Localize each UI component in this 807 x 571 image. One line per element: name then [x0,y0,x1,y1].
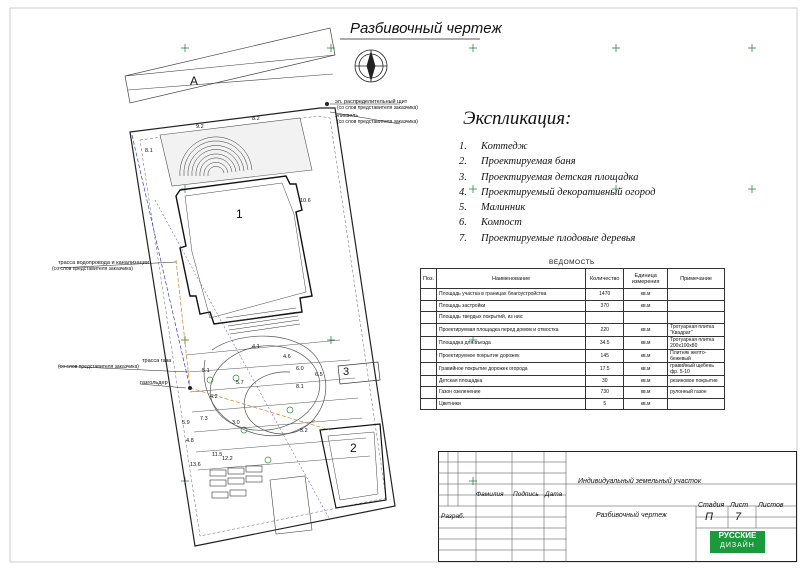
sheet-value: 7 [735,511,742,523]
dim-label: 4.8 [186,438,194,444]
header-cell: Поз. [421,269,437,289]
vegetable-beds [210,466,262,498]
table-title: ВЕДОМОСТЬ [549,259,595,266]
street-label: А [190,74,199,88]
header-cell: Количество [586,269,624,289]
table-row: Цветники 5 кв.м [421,398,725,410]
note-gas-sub: (со слов представителя заказчика) [58,364,139,370]
list-item: 6. Компост [459,217,522,229]
gas-line [176,260,190,388]
driveway [270,476,312,534]
dim-label: 6.5 [315,372,323,378]
table-row: Газон озеленение 730 кв.м рулонный газон [421,387,725,399]
sheet-title: Разбивочный чертеж [596,512,667,519]
list-item: 2. Проектируемая баня [459,156,576,168]
building-1-label: 1 [236,207,243,221]
table-row: Проектируемая площадка перед домом и отмостка 220 кв.м Тротуарная плитка "Квадрат" [421,323,725,336]
list-item: 3. Проектируемая детская площадка [459,171,639,183]
header-cell: Примечание [668,269,725,289]
sheets-label: Листов [758,502,784,509]
cottage-outline [176,176,312,324]
dim-label: 4.1 [252,344,260,350]
list-item: 1. Коттедж [459,141,528,152]
note-power-box: эл. распределительный щит [335,99,408,105]
note-drain: эликвель [335,113,359,119]
table-row: Площадка для въезда 34.5 кв.м Тротуарная плитка 200x100x80 [421,336,725,349]
dim-label: 5.2 [300,428,308,434]
table-row: Проектируемое покрытие дорожек 145 кв.м Плитняк желто-бежевый [421,349,725,362]
stamp-col-label: Фамилия [476,491,504,498]
list-item: 5. Малинник [459,202,526,214]
header-cell: Наименование [437,269,586,289]
header-cell: Единица измерения [624,269,668,289]
stamp-col-label: Дата [545,491,563,498]
list-item: 7. Проектируемые плодовые деревья [459,232,636,244]
dim-label: 13.6 [190,462,201,468]
table-row: Площадь твердых покрытий, из них: [421,312,725,324]
page-title: Разбивочный чертеж [350,20,502,37]
gas-valve-dot [188,386,192,390]
stage-label: Стадия [698,502,725,509]
building-3-label: 3 [343,366,350,378]
road-line [125,55,335,76]
dim-label: 12.2 [222,456,233,462]
stage-value: П [705,511,713,523]
dim-label: 4.6 [283,354,291,360]
dim-label: 7.3 [200,416,208,422]
stamp-row-label: Разраб. [441,513,465,520]
note-water: трасса водопровода и канализации [58,260,149,266]
table-header-row [421,269,725,289]
dim-label: 6.0 [296,366,304,372]
dim-label: 9.2 [196,124,204,130]
project-name: Индивидуальный земельный участок [578,478,702,485]
table-row: Площадь участка в границах благоустройства 1470 кв.м [421,289,725,301]
note-gas: трасса газа [142,358,172,364]
compass-icon [355,50,387,82]
road-line-2 [128,74,333,90]
front-area [160,118,312,186]
dim-label: 8.2 [252,116,260,122]
table-row: Площадь застройки 370 кв.м [421,300,725,312]
building-2-label: 2 [350,441,357,455]
dim-label: 4.2 [210,394,218,400]
dim-label: 8.1 [145,148,153,154]
list-item: 4. Проектируемый декоративный огород [459,186,656,198]
dim-label: 3.0 [232,420,240,426]
dim-label: 10.6 [300,198,311,204]
power-box-dot [325,102,329,106]
stamp-col-label: Подпись [513,491,539,498]
sheet-label: Лист [730,502,749,509]
vedomost-table [420,268,725,410]
dim-label: 5.7 [236,380,244,386]
note-water-sub: (со слов представителя заказчика) [52,266,133,272]
explication-title: Экспликация: [463,108,572,129]
table-row: Детская площадка 30 кв.м резиновое покрытие [421,375,725,387]
note-gas-valve: газгольдер [140,380,168,386]
note-drain-sub: (со слов представителя заказчика) [337,119,418,125]
dim-label: 11.5 [212,452,223,458]
note-power-box-sub: (со слов представителя заказчика) [337,105,418,111]
dim-label: 8.1 [296,384,304,390]
dim-label: 5.1 [202,368,210,374]
company-logo: РУССКИЕ ДИЗАЙН [710,531,765,553]
dim-label: 5.9 [182,420,190,426]
cottage-inner [185,183,306,318]
explication-list [459,139,655,246]
table-row: Гравийное покрытие дорожек огорода 17.5 кв.м гравийный щебень фр. 5-10 [421,362,725,375]
